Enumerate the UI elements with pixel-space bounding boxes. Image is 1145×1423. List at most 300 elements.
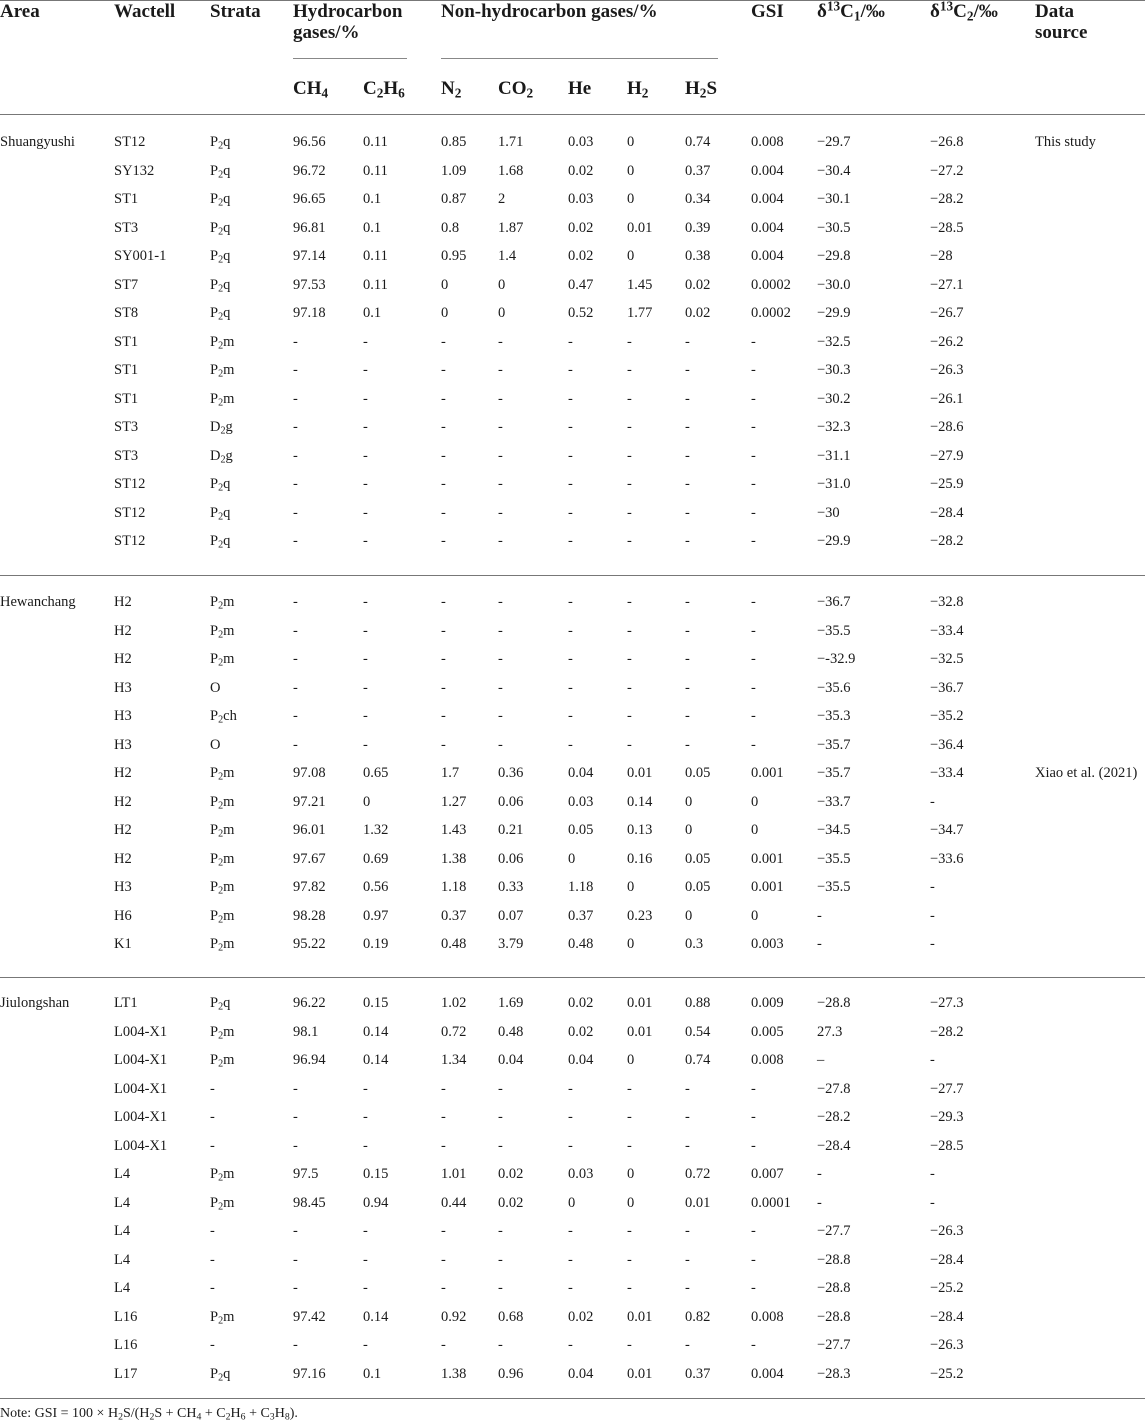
cell-n2: 0.44 [441, 1194, 467, 1211]
cell-d13c2: −25.2 [930, 1280, 964, 1296]
cell-d13c1: −35.7 [817, 765, 851, 781]
table-note: Note: GSI = $100 \times H_2S/(H_2S + CH_4 + C_2H_6 + C_3H_8)$. [0, 1406, 298, 1423]
cell-strata: $P_2m$ [210, 793, 235, 812]
cell-he: - [568, 333, 573, 350]
cell-d13c2: −27.3 [930, 995, 964, 1011]
cell-n2: - [441, 533, 446, 549]
cell-strata: $P_2m$ [210, 622, 235, 641]
col-header-area: Area [0, 1, 40, 22]
cell-gsi: - [751, 447, 756, 464]
cell-n2: 1.38 [441, 1365, 467, 1382]
cell-strata: $P_2q$ [210, 476, 231, 494]
cell-ch4: 97.18 [293, 305, 326, 321]
cell-d13c1: −28.2 [817, 1109, 851, 1125]
cell-ch4: - [293, 447, 298, 464]
cell-strata: $P_2q$ [210, 162, 231, 181]
cell-gsi: 0 [751, 822, 759, 838]
cell-wactell: L004-X1 [114, 1023, 168, 1040]
cell-d13c1: −29.9 [817, 305, 851, 321]
cell-he: - [568, 362, 573, 378]
cell-strata: - [210, 1251, 215, 1268]
cell-gsi: 0.001 [751, 850, 784, 867]
cell-d13c2: −36.4 [930, 736, 964, 753]
cell-d13c2: −35.2 [930, 708, 964, 724]
cell-d13c2: −26.3 [930, 362, 964, 378]
cell-c2h6: 1.32 [363, 822, 389, 838]
cell-n2: - [441, 1223, 446, 1239]
nonhydrocarbon-group-rule [441, 58, 718, 59]
cell-wactell: H6 [114, 907, 132, 924]
cell-gsi: - [751, 708, 756, 724]
cell-d13c1: −30.5 [817, 219, 851, 236]
cell-h2: - [627, 1280, 632, 1296]
cell-wactell: L4 [114, 1223, 131, 1239]
cell-co2: 0.48 [498, 1023, 524, 1040]
cell-d13c2: - [930, 1194, 935, 1211]
cell-wactell: LT1 [114, 995, 138, 1011]
cell-c2h6: - [363, 1223, 368, 1239]
cell-h2: 0.01 [627, 1365, 653, 1382]
col-header-wactell: Wactell [114, 1, 176, 22]
cell-wactell: H2 [114, 594, 132, 610]
cell-c2h6: 0.19 [363, 936, 389, 952]
cell-gsi: 0 [751, 793, 759, 810]
cell-d13c1: −29.7 [817, 134, 851, 150]
cell-c2h6: - [363, 362, 368, 378]
cell-h2: - [627, 1080, 632, 1097]
cell-he: 0.03 [568, 134, 594, 150]
cell-strata: $D_2g$ [210, 419, 233, 437]
cell-gsi: - [751, 622, 756, 639]
cell-he: - [568, 622, 573, 639]
cell-d13c2: −26.3 [930, 1337, 964, 1353]
cell-strata: $P_2q$ [210, 504, 231, 523]
cell-co2: 2 [498, 191, 506, 207]
cell-ch4: 97.21 [293, 793, 326, 810]
cell-wactell: ST12 [114, 476, 146, 492]
cell-n2: 1.38 [441, 850, 467, 867]
cell-d13c2: −27.7 [930, 1080, 964, 1097]
cell-co2: - [498, 1280, 503, 1296]
cell-strata: $P_2m$ [210, 390, 235, 409]
cell-wactell: H2 [114, 822, 132, 838]
cell-ch4: - [293, 390, 298, 407]
cell-h2s: - [685, 362, 690, 378]
cell-gsi: 0.0002 [751, 276, 791, 293]
cell-gsi: - [751, 651, 756, 667]
cell-c2h6: - [363, 504, 368, 521]
cell-h2: - [627, 504, 632, 521]
cell-co2: - [498, 1251, 503, 1268]
cell-wactell: SY001-1 [114, 248, 167, 264]
cell-strata: - [210, 1280, 215, 1296]
cell-d13c1: −30 [817, 504, 840, 521]
cell-h2: 1.77 [627, 305, 653, 321]
cell-he: - [568, 390, 573, 407]
cell-h2: - [627, 476, 632, 492]
cell-co2: - [498, 708, 503, 724]
cell-h2s: 0.02 [685, 305, 711, 321]
cell-h2s: - [685, 1080, 690, 1097]
cell-d13c1: −35.7 [817, 736, 851, 753]
cell-c2h6: 0.1 [363, 191, 382, 207]
cell-co2: 0.04 [498, 1052, 524, 1068]
cell-co2: - [498, 736, 503, 753]
cell-ch4: 97.5 [293, 1166, 319, 1182]
cell-h2s: - [685, 504, 690, 521]
cell-h2s: 0.05 [685, 879, 711, 895]
cell-strata: $P_2m$ [210, 651, 235, 669]
cell-co2: - [498, 1337, 503, 1353]
cell-h2s: 0.39 [685, 219, 711, 236]
cell-co2: 0.07 [498, 907, 524, 924]
cell-n2: - [441, 1080, 446, 1097]
cell-he: 0.02 [568, 219, 594, 236]
cell-d13c1: - [817, 936, 822, 952]
cell-ch4: - [293, 504, 298, 521]
cell-d13c1: −29.8 [817, 248, 851, 264]
cell-d13c1: −28.8 [817, 1251, 851, 1268]
cell-strata: $P_2q$ [210, 219, 231, 238]
cell-co2: - [498, 594, 503, 610]
cell-he: - [568, 1337, 573, 1353]
cell-wactell: ST1 [114, 191, 139, 207]
cell-c2h6: 0.15 [363, 995, 389, 1011]
cell-ch4: - [293, 651, 298, 667]
cell-c2h6: - [363, 1080, 368, 1097]
cell-co2: 1.87 [498, 219, 524, 236]
cell-h2: 0 [627, 1052, 635, 1068]
col-header-nonhydrocarbon: Non-hydrocarbon gases/% [441, 1, 658, 22]
cell-h2: - [627, 651, 632, 667]
cell-wactell: ST3 [114, 419, 139, 435]
cell-d13c2: −28.5 [930, 1137, 964, 1154]
cell-he: - [568, 1080, 573, 1097]
cell-n2: - [441, 504, 446, 521]
cell-strata: $P_2q$ [210, 276, 231, 295]
cell-wactell: ST3 [114, 219, 139, 236]
group-divider-rule [0, 575, 1145, 576]
cell-d13c2: −33.4 [930, 765, 964, 781]
cell-n2: 1.09 [441, 162, 467, 179]
cell-he: 0.03 [568, 1166, 594, 1182]
cell-c2h6: - [363, 736, 368, 753]
cell-h2: - [627, 679, 632, 696]
cell-h2s: 0.74 [685, 134, 711, 150]
cell-gsi: - [751, 476, 756, 492]
cell-h2: 0 [627, 936, 635, 952]
cell-wactell: ST1 [114, 390, 139, 407]
cell-ch4: 96.01 [293, 822, 326, 838]
cell-co2: 0.02 [498, 1194, 524, 1211]
cell-c2h6: - [363, 533, 368, 549]
col-header-d13c1: $\delta^{13}C_1/‰$ [817, 0, 885, 24]
cell-n2: - [441, 1251, 446, 1268]
cell-c2h6: 0.94 [363, 1194, 389, 1211]
cell-h2: 1.45 [627, 276, 653, 293]
cell-strata: O [210, 679, 221, 696]
cell-co2: 0.06 [498, 793, 524, 810]
cell-h2s: - [685, 708, 690, 724]
cell-d13c1: −32.5 [817, 333, 851, 350]
cell-h2s: - [685, 533, 690, 549]
cell-co2: - [498, 1080, 503, 1097]
cell-d13c2: −28.2 [930, 1023, 964, 1040]
cell-strata: $P_2q$ [210, 995, 231, 1013]
cell-h2s: 0.74 [685, 1052, 711, 1068]
cell-strata: $P_2q$ [210, 134, 231, 152]
cell-he: 0.37 [568, 907, 594, 924]
cell-h2: - [627, 362, 632, 378]
cell-d13c2: −26.3 [930, 1223, 964, 1239]
cell-h2: 0 [627, 1194, 635, 1211]
cell-co2: 0.06 [498, 850, 524, 867]
cell-h2s: - [685, 1109, 690, 1125]
cell-d13c1: −28.8 [817, 995, 851, 1011]
cell-wactell: H2 [114, 850, 132, 867]
cell-n2: - [441, 651, 446, 667]
cell-he: 0.05 [568, 822, 594, 838]
cell-n2: 1.43 [441, 822, 467, 838]
cell-d13c2: −27.1 [930, 276, 964, 293]
col-header-he: He [568, 78, 592, 99]
cell-co2: - [498, 476, 503, 492]
cell-co2: - [498, 419, 503, 435]
cell-h2s: 0.38 [685, 248, 711, 264]
cell-d13c1: - [817, 1166, 822, 1182]
cell-d13c1: −27.7 [817, 1223, 851, 1239]
cell-ch4: 96.22 [293, 995, 326, 1011]
cell-wactell: H3 [114, 708, 132, 724]
cell-d13c1: −28.8 [817, 1280, 851, 1296]
cell-h2: - [627, 1109, 632, 1125]
cell-gsi: 0.007 [751, 1166, 784, 1182]
cell-c2h6: - [363, 1337, 368, 1353]
cell-d13c2: −32.8 [930, 594, 964, 610]
cell-c2h6: 0.1 [363, 219, 382, 236]
cell-h2s: - [685, 594, 690, 610]
cell-wactell: L004-X1 [114, 1137, 168, 1154]
cell-n2: 1.27 [441, 793, 467, 810]
cell-c2h6: - [363, 390, 368, 407]
cell-c2h6: 0.14 [363, 1308, 389, 1325]
cell-h2: 0.23 [627, 907, 653, 924]
cell-co2: 1.68 [498, 162, 524, 179]
cell-n2: - [441, 1137, 446, 1154]
col-header-gsi: GSI [751, 1, 784, 22]
cell-c2h6: - [363, 476, 368, 492]
cell-wactell: SY132 [114, 162, 155, 179]
cell-strata: $P_2q$ [210, 305, 231, 323]
cell-c2h6: 0.14 [363, 1052, 389, 1068]
cell-d13c1: −30.1 [817, 191, 851, 207]
cell-h2: 0 [627, 1166, 635, 1182]
cell-ch4: 96.72 [293, 162, 326, 179]
cell-gsi: - [751, 1251, 756, 1268]
cell-n2: - [441, 736, 446, 753]
cell-d13c2: −32.5 [930, 651, 964, 667]
cell-gsi: - [751, 1080, 756, 1097]
cell-gsi: 0.001 [751, 765, 784, 781]
cell-he: 0.02 [568, 995, 594, 1011]
cell-wactell: ST1 [114, 362, 139, 378]
cell-d13c1: −30.4 [817, 162, 851, 179]
cell-strata: $P_2m$ [210, 765, 235, 783]
cell-strata: $P_2m$ [210, 1308, 235, 1327]
cell-he: - [568, 1137, 573, 1154]
cell-d13c1: −28.4 [817, 1137, 851, 1154]
cell-d13c2: −28.4 [930, 1251, 964, 1268]
cell-he: - [568, 679, 573, 696]
cell-c2h6: - [363, 594, 368, 610]
cell-c2h6: 0.11 [363, 276, 388, 293]
cell-gsi: - [751, 504, 756, 521]
cell-ch4: 98.1 [293, 1023, 319, 1040]
cell-c2h6: - [363, 1251, 368, 1268]
cell-n2: 0.72 [441, 1023, 467, 1040]
cell-wactell: K1 [114, 936, 132, 952]
cell-ch4: - [293, 333, 298, 350]
cell-gsi: - [751, 419, 756, 435]
cell-strata: $P_2m$ [210, 333, 235, 352]
cell-ch4: - [293, 362, 298, 378]
cell-d13c2: −26.8 [930, 134, 964, 150]
cell-d13c2: −27.2 [930, 162, 964, 179]
cell-ch4: 97.16 [293, 1365, 326, 1382]
cell-d13c2: −29.3 [930, 1109, 964, 1125]
cell-d13c2: −33.6 [930, 850, 964, 867]
cell-h2s: - [685, 1223, 690, 1239]
cell-d13c2: - [930, 907, 935, 924]
cell-ch4: 97.67 [293, 850, 326, 867]
cell-he: - [568, 1280, 573, 1296]
cell-he: 0.02 [568, 162, 594, 179]
cell-h2s: 0.3 [685, 936, 704, 952]
cell-wactell: H3 [114, 736, 132, 753]
cell-d13c2: −28.2 [930, 533, 964, 549]
cell-he: - [568, 476, 573, 492]
cell-h2s: 0.54 [685, 1023, 711, 1040]
col-header-n2: $N_2$ [441, 78, 462, 101]
cell-co2: - [498, 447, 503, 464]
col-header-hydrocarbon-line1: Hydrocarbon [293, 1, 403, 22]
cell-strata: - [210, 1337, 215, 1353]
cell-h2s: 0 [685, 822, 693, 838]
cell-he: - [568, 736, 573, 753]
cell-gsi: - [751, 333, 756, 350]
cell-d13c1: −35.5 [817, 879, 851, 895]
cell-h2s: - [685, 419, 690, 435]
cell-ch4: - [293, 708, 298, 724]
cell-n2: 1.02 [441, 995, 467, 1011]
cell-gsi: - [751, 533, 756, 549]
cell-h2s: - [685, 1280, 690, 1296]
cell-ch4: - [293, 476, 298, 492]
cell-ch4: - [293, 1080, 298, 1097]
cell-n2: 1.34 [441, 1052, 467, 1068]
cell-gsi: - [751, 679, 756, 696]
cell-h2: 0.16 [627, 850, 653, 867]
cell-n2: 0.48 [441, 936, 467, 952]
cell-co2: - [498, 1137, 503, 1154]
cell-d13c1: −35.6 [817, 679, 851, 696]
cell-d13c2: −26.1 [930, 390, 964, 407]
cell-h2: 0.01 [627, 1308, 653, 1325]
cell-h2: - [627, 1251, 632, 1268]
cell-ch4: - [293, 1337, 298, 1353]
cell-gsi: - [751, 1137, 756, 1154]
cell-co2: 0.21 [498, 822, 524, 838]
cell-wactell: ST12 [114, 134, 146, 150]
cell-h2: 0.01 [627, 765, 653, 781]
cell-h2s: 0.37 [685, 162, 711, 179]
cell-d13c2: - [930, 1166, 935, 1182]
cell-h2s: 0.72 [685, 1166, 711, 1182]
col-header-h2s: $H_2S$ [685, 78, 718, 101]
cell-wactell: H2 [114, 651, 132, 667]
cell-ch4: - [293, 1137, 298, 1154]
cell-strata: $P_2q$ [210, 248, 231, 266]
cell-strata: $P_2m$ [210, 362, 235, 380]
cell-ch4: - [293, 1109, 298, 1125]
cell-n2: - [441, 594, 446, 610]
cell-h2s: 0 [685, 907, 693, 924]
cell-d13c1: −27.8 [817, 1080, 851, 1097]
cell-d13c2: - [930, 879, 935, 895]
cell-ch4: - [293, 736, 298, 753]
cell-strata: $P_2m$ [210, 1023, 235, 1042]
cell-d13c2: −36.7 [930, 679, 964, 696]
cell-d13c1: - [817, 1194, 822, 1211]
data-source: Xiao et al. (2021) [1035, 765, 1138, 781]
cell-d13c1: - [817, 907, 822, 924]
cell-wactell: L4 [114, 1251, 131, 1268]
cell-he: 0.04 [568, 1052, 594, 1068]
cell-c2h6: 0.1 [363, 305, 382, 321]
cell-d13c1: −30.2 [817, 390, 851, 407]
cell-n2: 0.8 [441, 219, 460, 236]
cell-strata: $P_2q$ [210, 1365, 231, 1384]
cell-h2s: 0.05 [685, 765, 711, 781]
cell-strata: $P_2ch$ [210, 708, 237, 726]
cell-c2h6: - [363, 447, 368, 464]
cell-h2s: - [685, 1137, 690, 1154]
cell-strata: $P_2m$ [210, 907, 235, 926]
cell-n2: - [441, 708, 446, 724]
cell-h2: 0 [627, 162, 635, 179]
cell-c2h6: - [363, 622, 368, 639]
group-divider-rule [0, 977, 1145, 978]
cell-co2: 1.4 [498, 248, 517, 264]
cell-c2h6: 0.11 [363, 248, 388, 264]
cell-co2: 0 [498, 276, 506, 293]
cell-wactell: L004-X1 [114, 1080, 168, 1097]
cell-h2: - [627, 390, 632, 407]
cell-h2: 0.01 [627, 1023, 653, 1040]
cell-c2h6: - [363, 1280, 368, 1296]
cell-co2: - [498, 651, 503, 667]
cell-gsi: 0.005 [751, 1023, 784, 1040]
cell-h2s: 0.37 [685, 1365, 711, 1382]
cell-d13c2: −27.9 [930, 447, 964, 464]
cell-he: - [568, 1109, 573, 1125]
cell-d13c1: −35.5 [817, 850, 851, 867]
cell-strata: $P_2m$ [210, 822, 235, 840]
cell-wactell: L17 [114, 1365, 138, 1382]
cell-gsi: 0.001 [751, 879, 784, 895]
cell-co2: - [498, 333, 503, 350]
cell-h2: - [627, 594, 632, 610]
